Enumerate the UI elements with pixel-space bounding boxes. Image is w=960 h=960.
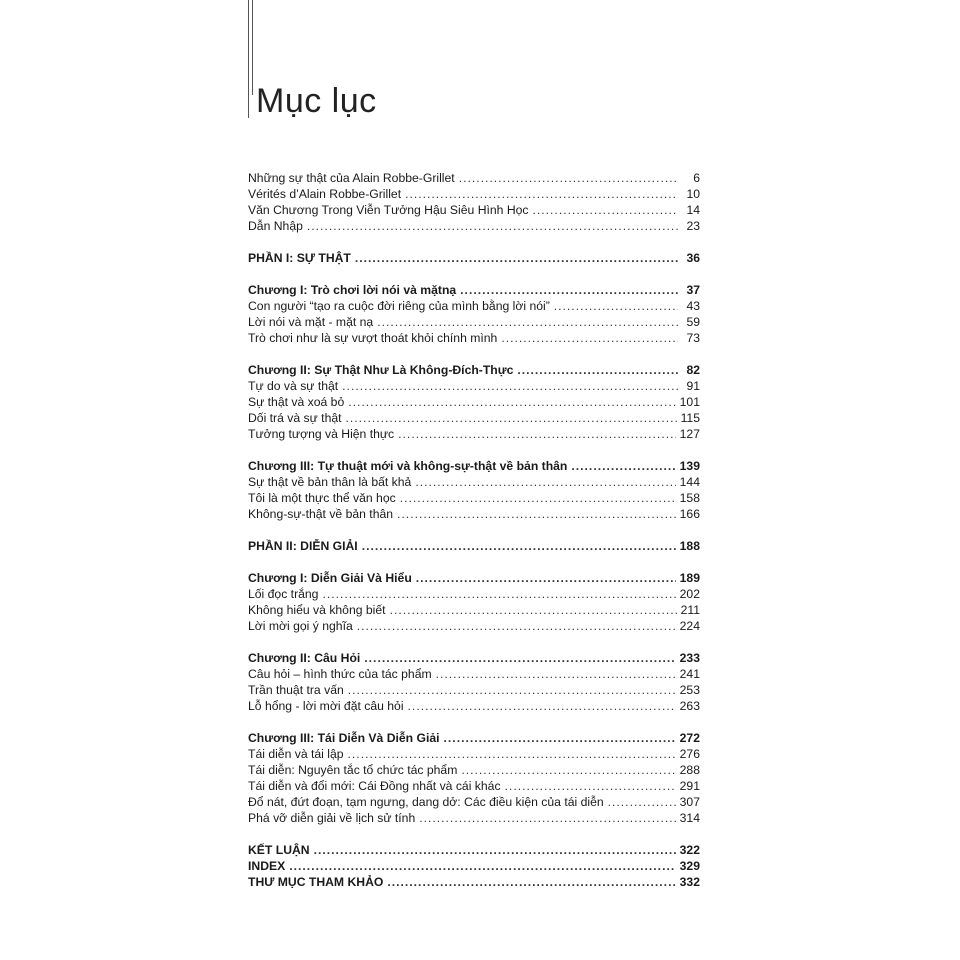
dot-leader: [460, 282, 678, 298]
toc-page-number: 144: [679, 475, 700, 489]
toc-page-number: 211: [680, 603, 700, 617]
dot-leader: [357, 618, 676, 634]
dot-leader: [405, 186, 678, 202]
dot-leader: [444, 730, 676, 746]
toc-entry-row: [248, 682, 700, 698]
group-spacer: [248, 266, 700, 282]
toc-entry-row: [248, 394, 700, 410]
toc-entry-label: Tái diễn và tái lập: [248, 747, 344, 761]
toc-heading-row: [248, 458, 700, 474]
toc-group: [248, 458, 700, 522]
toc-page-number: 10: [686, 187, 700, 201]
dot-leader: [554, 298, 678, 314]
dot-leader: [419, 810, 675, 826]
toc-page-number: 23: [686, 219, 700, 233]
decorative-rule-right: [252, 0, 253, 95]
toc-entry-row: [248, 474, 700, 490]
toc-heading-row: [248, 858, 700, 874]
toc-page-number: 158: [679, 491, 700, 505]
toc-entry-label: Không-sự-thật về bản thân: [248, 507, 394, 521]
dot-leader: [571, 458, 675, 474]
toc-entry-row: [248, 794, 700, 810]
dot-leader: [364, 650, 675, 666]
dot-leader: [314, 842, 676, 858]
toc-page-number: 322: [679, 843, 700, 857]
toc-entry-label: Văn Chương Trong Viễn Tưởng Hậu Siêu Hình Học: [248, 203, 529, 217]
toc-page-number: 139: [679, 459, 700, 473]
toc-group: [248, 570, 700, 634]
toc-entry-row: [248, 586, 700, 602]
toc-page-number: 202: [679, 587, 700, 601]
toc-entry-label: Lời nói và mặt - mặt nạ: [248, 315, 374, 329]
toc-page-number: 189: [679, 571, 700, 585]
dot-leader: [533, 202, 679, 218]
toc-entry-row: [248, 490, 700, 506]
toc-heading-row: [248, 570, 700, 586]
toc-page-number: 253: [679, 683, 700, 697]
dot-leader: [517, 362, 678, 378]
toc-entry-row: [248, 762, 700, 778]
dot-leader: [362, 538, 676, 554]
toc-entry-label: Vérités d’Alain Robbe-Grillet: [248, 187, 402, 201]
toc-entry-row: [248, 410, 700, 426]
toc-entry-row: [248, 218, 700, 234]
toc-entry-label: Trò chơi như là sự vượt thoát khỏi chính mình: [248, 331, 498, 345]
toc-page-number: 263: [679, 699, 700, 713]
toc-page-number: 314: [679, 811, 700, 825]
toc-page-number: 276: [679, 747, 700, 761]
toc-entry-label: PHẦN I: SỰ THẬT: [248, 251, 351, 265]
toc-entry-label: Chương I: Diễn Giải Và Hiểu: [248, 571, 412, 585]
toc-page-number: 241: [679, 667, 700, 681]
toc-entry-row: [248, 298, 700, 314]
toc-entry-label: Tự do và sự thật: [248, 379, 339, 393]
toc-heading-row: [248, 874, 700, 890]
dot-leader: [415, 474, 675, 490]
toc-entry-label: Sự thật và xoá bỏ: [248, 395, 345, 409]
toc-group: [248, 362, 700, 442]
dot-leader: [398, 426, 676, 442]
toc-entry-row: [248, 666, 700, 682]
dot-leader: [408, 698, 676, 714]
toc-entry-label: Chương III: Tự thuật mới và không-sự-thật về bản thân: [248, 459, 568, 473]
dot-leader: [346, 410, 677, 426]
dot-leader: [387, 874, 675, 890]
toc-group: [248, 250, 700, 266]
group-spacer: [248, 522, 700, 538]
dot-leader: [322, 586, 675, 602]
toc-entry-label: THƯ MỤC THAM KHẢO: [248, 875, 384, 889]
toc-page-number: 291: [679, 779, 700, 793]
toc-entry-row: [248, 618, 700, 634]
dot-leader: [342, 378, 678, 394]
toc-page-number: 127: [679, 427, 700, 441]
dot-leader: [505, 778, 676, 794]
toc-entry-label: Con người “tạo ra cuộc đời riêng của mình bằng lời nói”: [248, 299, 550, 313]
toc-group: [248, 842, 700, 890]
toc-heading-row: [248, 842, 700, 858]
toc-entry-row: [248, 330, 700, 346]
dot-leader: [377, 314, 678, 330]
toc-page-number: 91: [686, 379, 700, 393]
page-title: Mục lục: [256, 82, 377, 120]
toc-entry-label: Những sự thật của Alain Robbe-Grillet: [248, 171, 455, 185]
toc-entry-label: Lỗ hổng - lời mời đặt câu hỏi: [248, 699, 404, 713]
toc-page-number: 307: [679, 795, 700, 809]
group-spacer: [248, 634, 700, 650]
toc-entry-label: Chương III: Tái Diễn Và Diễn Giải: [248, 731, 440, 745]
decorative-rule-left: [248, 0, 249, 118]
toc-group: [248, 538, 700, 554]
group-spacer: [248, 234, 700, 250]
toc-entry-row: [248, 602, 700, 618]
toc-entry-row: [248, 426, 700, 442]
toc-heading-row: [248, 282, 700, 298]
toc-entry-row: [248, 810, 700, 826]
toc-page-number: 101: [679, 395, 700, 409]
toc-group: [248, 650, 700, 714]
group-spacer: [248, 714, 700, 730]
toc-entry-label: Tái diễn và đổi mới: Cái Đồng nhất và cái khác: [248, 779, 501, 793]
toc-entry-label: Câu hỏi – hình thức của tác phẩm: [248, 667, 432, 681]
toc-entry-label: KẾT LUẬN: [248, 843, 310, 857]
dot-leader: [501, 330, 678, 346]
dot-leader: [390, 602, 677, 618]
toc-entry-row: [248, 378, 700, 394]
toc-page-number: 36: [686, 251, 700, 265]
toc-page-number: 233: [679, 651, 700, 665]
toc-entry-label: INDEX: [248, 859, 286, 873]
toc-entry-label: Lối đọc trắng: [248, 587, 319, 601]
toc-page-number: 43: [686, 299, 700, 313]
toc-group: [248, 170, 700, 234]
dot-leader: [436, 666, 676, 682]
toc-entry-row: [248, 170, 700, 186]
dot-leader: [355, 250, 678, 266]
toc-page-number: 288: [679, 763, 700, 777]
toc-heading-row: [248, 650, 700, 666]
toc-entry-label: Trần thuật tra vấn: [248, 683, 344, 697]
dot-leader: [416, 570, 676, 586]
toc-entry-row: [248, 778, 700, 794]
dot-leader: [348, 682, 676, 698]
toc-heading-row: [248, 250, 700, 266]
toc-page-number: 272: [679, 731, 700, 745]
toc-page-number: 115: [680, 411, 700, 425]
toc-entry-label: Phá vỡ diễn giải về lịch sử tính: [248, 811, 416, 825]
toc-entry-label: Chương II: Sự Thật Như Là Không-Đích-Thực: [248, 363, 514, 377]
toc-entry-label: PHẦN II: DIỄN GIẢI: [248, 539, 358, 553]
toc-page-number: 59: [686, 315, 700, 329]
dot-leader: [459, 170, 678, 186]
dot-leader: [307, 218, 678, 234]
toc-heading-row: [248, 362, 700, 378]
toc-entry-label: Chương II: Câu Hỏi: [248, 651, 361, 665]
toc-entry-label: Tái diễn: Nguyên tắc tổ chức tác phẩm: [248, 763, 458, 777]
toc-entry-label: Tưởng tượng và Hiện thực: [248, 427, 395, 441]
toc-heading-row: [248, 730, 700, 746]
toc-entry-label: Đổ nát, đứt đoạn, tạm ngưng, dang dở: Các điều kiện của tái diễn: [248, 795, 604, 809]
toc-page-number: 82: [686, 363, 700, 377]
toc-page-number: 329: [679, 859, 700, 873]
toc-page-number: 166: [679, 507, 700, 521]
toc-entry-row: [248, 202, 700, 218]
toc-group: [248, 282, 700, 346]
dot-leader: [397, 506, 676, 522]
group-spacer: [248, 826, 700, 842]
group-spacer: [248, 442, 700, 458]
toc-heading-row: [248, 538, 700, 554]
toc-page-number: 14: [686, 203, 700, 217]
group-spacer: [248, 554, 700, 570]
toc-entry-label: Sự thật về bản thân là bất khả: [248, 475, 412, 489]
dot-leader: [400, 490, 676, 506]
toc-entry-label: Chương I: Trò chơi lời nói và mặtnạ: [248, 283, 457, 297]
toc-entry-row: [248, 186, 700, 202]
toc-entry-row: [248, 698, 700, 714]
toc-entry-row: [248, 746, 700, 762]
toc-entry-label: Không hiểu và không biết: [248, 603, 386, 617]
toc-entry-label: Dẫn Nhập: [248, 219, 303, 233]
group-spacer: [248, 346, 700, 362]
toc-page-number: 224: [679, 619, 700, 633]
dot-leader: [608, 794, 676, 810]
toc-entry-label: Tôi là một thực thể văn học: [248, 491, 396, 505]
dot-leader: [348, 394, 675, 410]
toc-page-number: 37: [686, 283, 700, 297]
toc-page-number: 332: [679, 875, 700, 889]
toc-page-number: 73: [686, 331, 700, 345]
toc-entry-row: [248, 506, 700, 522]
toc-group: [248, 730, 700, 826]
table-of-contents: [248, 170, 700, 890]
toc-page-number: 6: [693, 171, 700, 185]
dot-leader: [461, 762, 675, 778]
toc-entry-label: Lời mời gọi ý nghĩa: [248, 619, 353, 633]
toc-entry-label: Dối trá và sự thật: [248, 411, 342, 425]
dot-leader: [289, 858, 675, 874]
toc-entry-row: [248, 314, 700, 330]
toc-page-number: 188: [679, 539, 700, 553]
dot-leader: [348, 746, 676, 762]
